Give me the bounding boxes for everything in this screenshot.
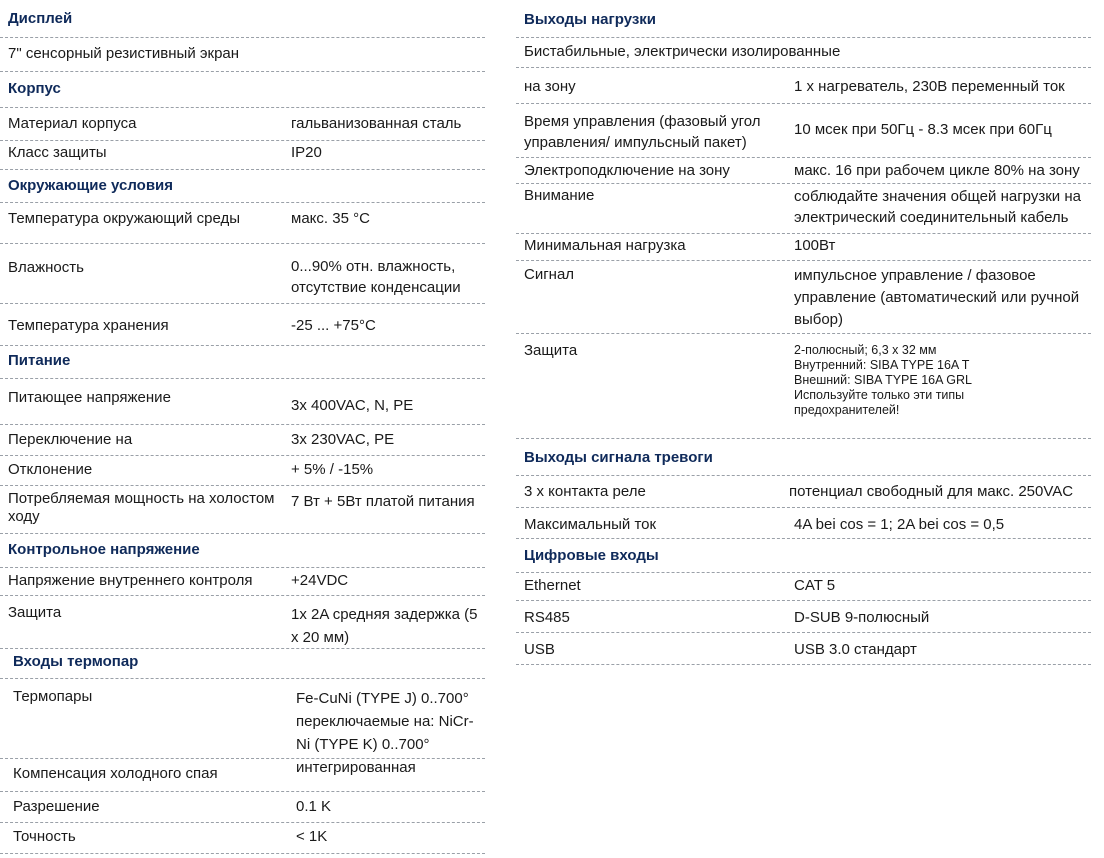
spec-key: Ethernet xyxy=(524,577,581,594)
divider xyxy=(0,37,485,38)
divider xyxy=(0,595,485,596)
section-title-load-outputs: Выходы нагрузки xyxy=(524,11,657,28)
divider xyxy=(0,533,485,534)
divider xyxy=(0,345,485,346)
spec-value: 100Вт xyxy=(794,237,836,254)
spec-value: 0...90% отн. влажность, отсутствие конденсации xyxy=(291,258,461,296)
spec-value: 1x 2A средняя задержка (5 x 20 мм) xyxy=(291,606,478,646)
spec-key: Отклонение xyxy=(8,461,93,478)
spec-value: CAT 5 xyxy=(794,577,836,594)
divider xyxy=(0,853,485,854)
spec-key: Максимальный ток xyxy=(524,516,657,533)
spec-value: 3x 400VAC, N, PE xyxy=(291,397,414,414)
spec-value: 2-полюсный; 6,3 x 32 мм Внутренний: SIBA TYPE 16A T Внешний: SIBA TYPE 16A GRL Используйте только эти типы предохранителей! xyxy=(794,343,972,417)
divider xyxy=(516,233,1091,234)
spec-key: USB xyxy=(524,641,555,658)
divider xyxy=(0,303,485,304)
divider xyxy=(0,791,485,792)
spec-value: макс. 16 при рабочем цикле 80% на зону xyxy=(794,162,1080,179)
spec-key: Точность xyxy=(13,828,76,845)
divider xyxy=(516,438,1091,439)
divider xyxy=(0,822,485,823)
spec-value: 10 мсек при 50Гц - 8.3 мсек при 60Гц xyxy=(794,121,1052,138)
section-title-display: Дисплей xyxy=(8,10,73,27)
right-column xyxy=(516,0,1091,858)
spec-value: 1 x нагреватель, 230В переменный ток xyxy=(794,78,1065,95)
spec-key: Защита xyxy=(8,604,62,621)
spec-key: Потребляемая мощность на холостом ходу xyxy=(8,490,275,525)
spec-value: +24VDC xyxy=(291,572,349,589)
section-title-ambient: Окружающие условия xyxy=(8,177,174,194)
divider xyxy=(516,333,1091,334)
divider xyxy=(516,67,1091,68)
spec-value: 7 Вт + 5Вт платой питания xyxy=(291,493,475,510)
spec-key: Влажность xyxy=(8,259,84,276)
spec-key: Температура хранения xyxy=(8,317,169,334)
spec-value: 4A bei cos = 1; 2A bei cos = 0,5 xyxy=(794,516,1005,533)
divider xyxy=(0,567,485,568)
spec-value: USB 3.0 стандарт xyxy=(794,641,917,658)
spec-key: Защита xyxy=(524,342,578,359)
divider xyxy=(516,632,1091,633)
divider xyxy=(0,140,485,141)
divider xyxy=(516,183,1091,184)
spec-key: 3 x контакта реле xyxy=(524,483,646,500)
spec-value: IP20 xyxy=(291,144,322,161)
section-title-power: Питание xyxy=(8,352,71,369)
divider xyxy=(516,260,1091,261)
spec-key: Питающее напряжение xyxy=(8,389,171,406)
spec-key: Время управления (фазовый угол управления/ импульсный пакет) xyxy=(524,113,761,151)
spec-value: 0.1 K xyxy=(296,798,332,815)
divider xyxy=(0,243,485,244)
divider xyxy=(516,475,1091,476)
spec-key: Внимание xyxy=(524,187,595,204)
divider xyxy=(516,103,1091,104)
spec-value: 3x 230VAC, PE xyxy=(291,431,395,448)
left-column xyxy=(0,0,485,858)
divider xyxy=(0,169,485,170)
divider xyxy=(0,455,485,456)
spec-key: 7" сенсорный резистивный экран xyxy=(8,45,240,62)
spec-key: Сигнал xyxy=(524,266,575,283)
divider xyxy=(0,424,485,425)
divider xyxy=(0,107,485,108)
section-title-digital-inputs: Цифровые входы xyxy=(524,547,659,564)
spec-key: Класс защиты xyxy=(8,144,107,161)
spec-key: Электроподключение на зону xyxy=(524,162,730,179)
divider xyxy=(0,378,485,379)
spec-key: Температура окружающий среды xyxy=(8,210,241,227)
spec-value: < 1K xyxy=(296,828,328,845)
spec-value: -25 ... +75°C xyxy=(291,317,376,334)
spec-key: RS485 xyxy=(524,609,570,626)
spec-value: D-SUB 9-полюсный xyxy=(794,609,930,626)
spec-value: макс. 35 °C xyxy=(291,210,370,227)
divider xyxy=(0,71,485,72)
section-title-control: Контрольное напряжение xyxy=(8,541,200,558)
spec-value: интегрированная xyxy=(296,759,416,776)
spec-key: Минимальная нагрузка xyxy=(524,237,686,254)
section-title-housing: Корпус xyxy=(8,80,61,97)
spec-key: Компенсация холодного спая xyxy=(13,765,218,782)
spec-value: соблюдайте значения общей нагрузки на электрический соединительный кабель xyxy=(794,188,1081,226)
divider xyxy=(0,648,485,649)
divider xyxy=(516,37,1091,38)
spec-value: потенциал свободный для макс. 250VAC xyxy=(789,483,1074,500)
spec-key: Разрешение xyxy=(13,798,100,815)
spec-value: Fe-CuNi (TYPE J) 0..700° переключаемые на: NiCr- Ni (TYPE K) 0..700° xyxy=(296,690,474,753)
spec-key: Термопары xyxy=(13,688,93,705)
divider xyxy=(516,538,1091,539)
spec-key: Материал корпуса xyxy=(8,115,137,132)
spec-value: импульсное управление / фазовое управление (автоматический или ручной выбор) xyxy=(794,267,1080,328)
divider xyxy=(516,572,1091,573)
spec-key: Переключение на xyxy=(8,431,133,448)
section-title-alarm-outputs: Выходы сигнала тревоги xyxy=(524,449,713,466)
divider xyxy=(0,202,485,203)
divider xyxy=(516,664,1091,665)
spec-key: Напряжение внутреннего контроля xyxy=(8,572,253,589)
divider xyxy=(516,157,1091,158)
divider xyxy=(516,600,1091,601)
spec-key: на зону xyxy=(524,78,576,95)
divider xyxy=(0,485,485,486)
spec-value: + 5% / -15% xyxy=(291,461,374,478)
spec-value: гальванизованная сталь xyxy=(291,115,462,132)
divider xyxy=(516,507,1091,508)
divider xyxy=(0,678,485,679)
section-title-thermocouple: Входы термопар xyxy=(13,653,139,670)
spec-key: Бистабильные, электрически изолированные xyxy=(524,43,841,60)
